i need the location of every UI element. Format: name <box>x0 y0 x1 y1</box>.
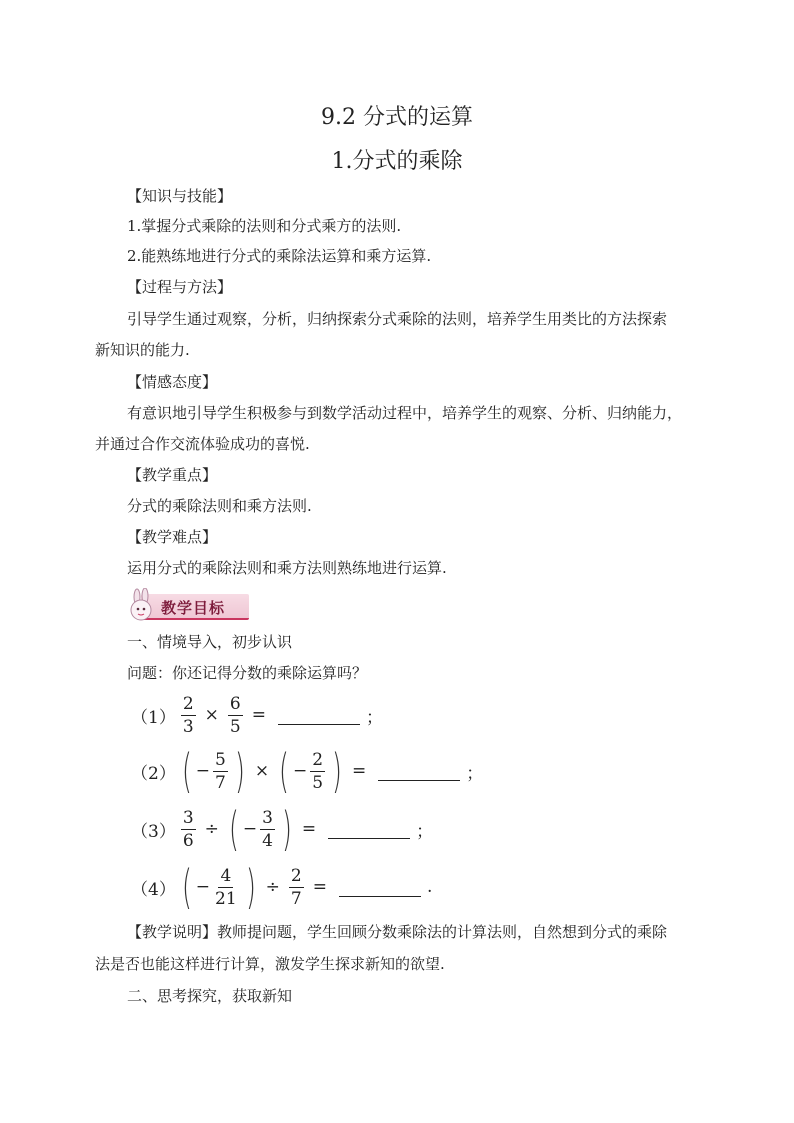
right-paren: ) <box>332 744 343 798</box>
fraction <box>260 808 275 851</box>
fraction <box>181 694 196 737</box>
minus-sign: − <box>293 761 308 781</box>
emotion-text-line-1: 有意识地引导学生积极参与到数学活动过程中，培养学生的观察、分析、归纳能力， <box>127 404 683 422</box>
banner-label: 教学目标 <box>161 599 226 617</box>
fraction <box>213 750 228 793</box>
operator: ÷ <box>265 877 280 897</box>
page-title: 9.2 分式的运算 <box>321 105 473 130</box>
equals-sign: = <box>352 761 367 781</box>
numerator: 3 <box>182 807 194 828</box>
left-paren: ( <box>181 744 192 798</box>
knowledge-heading: 【知识与技能】 <box>127 187 233 205</box>
fraction <box>181 808 196 851</box>
end-punctuation: . <box>426 877 433 897</box>
cartoon-rabbit-icon <box>125 588 161 624</box>
fraction <box>228 694 243 737</box>
denominator: 3 <box>182 716 194 737</box>
key-points-text: 分式的乘除法则和乘方法则. <box>127 497 312 515</box>
end-punctuation: ； <box>416 821 434 842</box>
denominator: 5 <box>312 772 324 793</box>
knowledge-item-1: 1.掌握分式乘除的法则和分式乘方的法则. <box>127 217 402 235</box>
page-subtitle: 1.分式的乘除 <box>331 149 463 174</box>
answer-blank[interactable] <box>278 706 360 725</box>
part1-question: 问题：你还记得分数的乘除运算吗？ <box>127 664 368 682</box>
operator: × <box>254 761 270 781</box>
explanation-line-1: 【教学说明】教师提问题，学生回顾分数乘除法的计算法则，自然想到分式的乘除 <box>127 923 668 941</box>
denominator: 21 <box>215 888 237 909</box>
numerator: 5 <box>215 749 226 770</box>
answer-blank[interactable] <box>378 762 460 781</box>
key-points-heading: 【教学重点】 <box>127 466 218 484</box>
process-heading: 【过程与方法】 <box>127 278 233 296</box>
right-paren: ) <box>234 744 245 798</box>
part1-heading: 一、情境导入，初步认识 <box>127 633 293 651</box>
difficulty-heading: 【教学难点】 <box>127 528 218 546</box>
fraction <box>289 866 304 909</box>
left-paren: ( <box>181 860 192 914</box>
operator: ÷ <box>204 819 219 839</box>
right-paren: ) <box>245 860 256 914</box>
denominator: 6 <box>182 830 194 851</box>
numerator: 2 <box>312 749 324 770</box>
exercise-2 <box>131 744 483 798</box>
denominator: 4 <box>262 830 273 851</box>
exercise-label: （3） <box>131 821 176 842</box>
answer-blank[interactable] <box>328 820 410 839</box>
denominator: 7 <box>290 888 302 909</box>
equals-sign: = <box>312 877 327 897</box>
process-text-line-2: 新知识的能力. <box>95 341 190 359</box>
explanation-line-2: 法是否也能这样进行计算，激发学生探求新知的欲望. <box>95 955 445 973</box>
knowledge-item-2: 2.能熟练地进行分式的乘除法运算和乘方运算. <box>127 247 432 265</box>
process-text-line-1: 引导学生通过观察，分析，归纳探索分式乘除的法则，培养学生用类比的方法探索 <box>127 310 668 328</box>
exercise-4 <box>131 860 432 914</box>
emotion-heading: 【情感态度】 <box>127 373 218 391</box>
exercise-label: （4） <box>131 879 176 900</box>
numerator: 4 <box>220 865 232 886</box>
fraction <box>213 866 239 909</box>
equals-sign: = <box>251 705 266 725</box>
end-punctuation: ； <box>365 707 383 728</box>
denominator: 7 <box>215 772 226 793</box>
numerator: 2 <box>290 865 302 886</box>
exercise-label: （2） <box>131 763 176 784</box>
operator: × <box>204 705 219 725</box>
minus-sign: − <box>195 761 211 781</box>
emotion-text-line-2: 并通过合作交流体验成功的喜悦. <box>95 435 310 453</box>
minus-sign: − <box>242 819 258 839</box>
teaching-objective-banner <box>123 588 251 624</box>
right-paren: ) <box>281 802 292 856</box>
minus-sign: − <box>195 877 211 897</box>
part2-heading: 二、思考探究，获取新知 <box>127 987 293 1005</box>
numerator: 3 <box>262 807 273 828</box>
difficulty-text: 运用分式的乘除法则和乘方法则熟练地进行运算. <box>127 559 447 577</box>
exercise-3 <box>131 802 433 856</box>
numerator: 6 <box>229 693 241 714</box>
end-punctuation: ； <box>466 763 484 784</box>
exercise-label: （1） <box>131 707 176 728</box>
answer-blank[interactable] <box>339 878 421 897</box>
left-paren: ( <box>228 802 239 856</box>
numerator: 2 <box>182 693 194 714</box>
fraction <box>310 750 325 793</box>
equals-sign: = <box>301 819 317 839</box>
left-paren: ( <box>279 744 289 798</box>
exercise-1 <box>131 688 383 742</box>
denominator: 5 <box>229 716 241 737</box>
